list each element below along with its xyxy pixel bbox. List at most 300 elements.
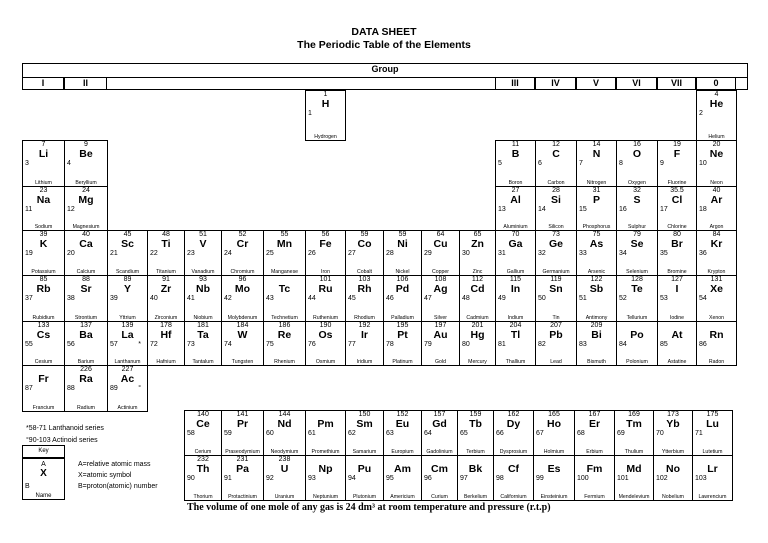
element-symbol: Pb xyxy=(549,329,563,341)
actinoid-legend: °90-103 Actinoid series xyxy=(26,437,98,444)
atomic-mass: 122 xyxy=(590,276,603,283)
element-palladium xyxy=(383,275,422,322)
atomic-mass: 19 xyxy=(673,141,681,148)
atomic-mass: 162 xyxy=(507,411,520,418)
element-name: Germanium xyxy=(542,269,570,275)
element-bismuth xyxy=(576,321,617,366)
group-header-0: 0 xyxy=(713,78,719,88)
atomic-number: 59 xyxy=(224,430,232,437)
element-name: Promethium xyxy=(311,449,340,455)
element-symbol: Sn xyxy=(549,283,563,295)
group-separator xyxy=(735,77,736,90)
element-symbol: Bk xyxy=(468,463,483,475)
group-header-label: Group xyxy=(371,64,399,74)
atomic-mass: 27 xyxy=(511,187,520,194)
element-name: Niobium xyxy=(193,315,213,321)
atomic-number: 42 xyxy=(224,295,232,302)
element-name: Tantalum xyxy=(192,359,214,365)
atomic-number: 4 xyxy=(67,160,71,167)
table-right-border xyxy=(747,63,748,90)
element-beryllium xyxy=(64,140,108,187)
element-curium xyxy=(421,455,458,501)
atomic-mass: 55 xyxy=(280,231,289,238)
element-name: Samarium xyxy=(352,449,377,455)
element-symbol: Ho xyxy=(547,418,561,430)
atomic-mass: 157 xyxy=(433,411,446,418)
atomic-mass: 70 xyxy=(511,231,520,238)
atomic-mass: 209 xyxy=(590,322,603,329)
element-symbol: H xyxy=(321,98,330,110)
element-symbol: B xyxy=(511,148,520,160)
key-x: X xyxy=(40,468,47,479)
element-symbol: P xyxy=(592,194,600,206)
atomic-number: 102 xyxy=(656,475,668,482)
element-name: Lithium xyxy=(35,180,52,186)
element-name: Plutonium xyxy=(352,494,377,500)
key-def-b: B=proton(atomic) number xyxy=(78,483,158,490)
element-name: Osmium xyxy=(315,359,336,365)
element-symbol: At xyxy=(671,329,683,341)
atomic-number: 61 xyxy=(308,430,316,437)
element-symbol: Mo xyxy=(234,283,251,295)
element-symbol: Yb xyxy=(666,418,680,430)
element-vanadium xyxy=(184,230,222,276)
element-symbol: Tm xyxy=(626,418,642,430)
atomic-mass: 165 xyxy=(548,411,560,418)
element-name: Chlorine xyxy=(667,224,687,230)
element-symbol: Np xyxy=(318,463,333,475)
element-symbol: Sb xyxy=(589,283,604,295)
group-header-v: V xyxy=(592,78,599,88)
element-name: Thorium xyxy=(193,494,213,500)
atomic-number: 44 xyxy=(308,295,316,302)
atomic-mass: 175 xyxy=(706,411,719,418)
element-thulium xyxy=(614,410,654,456)
element-tin xyxy=(535,275,577,322)
element-symbol: Tb xyxy=(469,418,482,430)
atomic-number: 36 xyxy=(699,250,707,257)
element-symbol: In xyxy=(510,283,521,295)
element-name: Argon xyxy=(709,224,724,230)
atomic-number: 52 xyxy=(619,295,627,302)
element-cesium xyxy=(22,321,65,366)
atomic-number: 94 xyxy=(348,475,356,482)
atomic-number: 35 xyxy=(660,250,668,257)
element-symbol: C xyxy=(552,148,560,160)
atomic-number: 80 xyxy=(462,341,470,348)
atomic-number: 66 xyxy=(496,430,504,437)
element-symbol: Cr xyxy=(236,238,249,250)
atomic-number: 81 xyxy=(498,341,506,348)
element-ruthenium xyxy=(305,275,346,322)
atomic-number: 24 xyxy=(224,250,232,257)
element-symbol: Zn xyxy=(471,238,484,250)
element-name: Lanthanum xyxy=(114,359,141,365)
element-symbol: Eu xyxy=(395,418,410,430)
atomic-number: 21 xyxy=(110,250,118,257)
atomic-mass: 9 xyxy=(84,141,88,148)
element-symbol: Es xyxy=(547,463,561,475)
element-rhodium xyxy=(345,275,384,322)
element-symbol: Ne xyxy=(709,148,724,160)
element-symbol: He xyxy=(709,98,724,110)
atomic-number: 76 xyxy=(308,341,316,348)
atomic-mass: 40 xyxy=(712,187,721,194)
element-radium xyxy=(64,365,108,412)
atomic-number: 38 xyxy=(67,295,75,302)
atomic-mass: 152 xyxy=(396,411,409,418)
element-selenium xyxy=(616,230,658,276)
element-calcium xyxy=(64,230,108,276)
atomic-mass: 141 xyxy=(236,411,249,418)
atomic-mass: 139 xyxy=(121,322,134,329)
atomic-mass: 64 xyxy=(436,231,445,238)
atomic-mass: 1 xyxy=(323,91,328,98)
element-name: Technetium xyxy=(271,315,298,321)
element-name: Mendelevium xyxy=(618,494,650,500)
atomic-number: 16 xyxy=(619,206,627,213)
element-ytterbium xyxy=(653,410,693,456)
key-def-a: A=relative atomic mass xyxy=(78,461,151,468)
element-symbol: Ni xyxy=(397,238,408,250)
element-name: Thallium xyxy=(505,359,526,365)
element-symbol: Si xyxy=(551,194,561,206)
atomic-mass: 85 xyxy=(39,276,48,283)
element-thorium xyxy=(184,455,222,501)
atomic-number: 27 xyxy=(348,250,356,257)
element-promethium xyxy=(305,410,346,456)
element-symbol: Po xyxy=(630,329,644,341)
element-cobalt xyxy=(345,230,384,276)
element-name: Californium xyxy=(500,494,527,500)
element-symbol: Cd xyxy=(470,283,485,295)
element-name: Hafnium xyxy=(156,359,176,365)
element-helium xyxy=(696,90,737,141)
atomic-number: 30 xyxy=(462,250,470,257)
group-header-vii: VII xyxy=(670,78,682,88)
element-name: Nobelium xyxy=(662,494,684,500)
atomic-mass: 96 xyxy=(238,276,247,283)
element-molybdenum xyxy=(221,275,264,322)
atomic-number: 87 xyxy=(25,385,33,392)
atomic-number: 68 xyxy=(577,430,585,437)
atomic-number: 2 xyxy=(699,110,703,117)
element-symbol: Os xyxy=(318,329,333,341)
element-argon xyxy=(696,186,737,231)
element-name: Iridium xyxy=(356,359,373,365)
key-cell xyxy=(22,445,65,458)
element-name: Rhenium xyxy=(274,359,295,365)
element-polonium xyxy=(616,321,658,366)
element-lithium xyxy=(22,140,65,187)
element-aluminium xyxy=(495,186,536,231)
atomic-mass: 31 xyxy=(592,187,601,194)
element-name: Silver xyxy=(434,315,447,321)
element-symbol: As xyxy=(589,238,604,250)
atomic-mass: 133 xyxy=(37,322,50,329)
atomic-mass: 23 xyxy=(39,187,48,194)
element-osmium xyxy=(305,321,346,366)
element-symbol: Nb xyxy=(196,283,210,295)
atomic-number: 79 xyxy=(424,341,432,348)
element-symbol: Ca xyxy=(79,238,93,250)
atomic-number: 33 xyxy=(579,250,587,257)
element-nickel xyxy=(383,230,422,276)
element-strontium xyxy=(64,275,108,322)
atomic-number: 56 xyxy=(67,341,75,348)
atomic-number: 37 xyxy=(25,295,33,302)
element-phosphorus xyxy=(576,186,617,231)
group-header-ii: II xyxy=(82,78,88,88)
atomic-mass: 184 xyxy=(236,322,249,329)
element-symbol: Pa xyxy=(236,463,249,475)
element-sulphur xyxy=(616,186,658,231)
element-name: Arsenic xyxy=(587,269,606,275)
atomic-number: 78 xyxy=(386,341,394,348)
element-symbol: U xyxy=(280,463,289,475)
atomic-mass: 59 xyxy=(360,231,369,238)
atomic-mass: 119 xyxy=(550,276,562,283)
element-symbol: Tc xyxy=(278,283,291,295)
element-name: Gold xyxy=(435,359,446,365)
atomic-mass: 167 xyxy=(588,411,601,418)
atomic-number: 64 xyxy=(424,430,432,437)
atomic-number: 40 xyxy=(150,295,158,302)
element-name: Zirconium xyxy=(154,315,178,321)
element-mercury xyxy=(459,321,496,366)
element-symbol: Ge xyxy=(548,238,563,250)
element-hafnium xyxy=(147,321,185,366)
element-barium xyxy=(64,321,108,366)
element-symbol: Ti xyxy=(161,238,171,250)
element-hydrogen xyxy=(305,90,346,141)
atomic-mass: 88 xyxy=(82,276,90,283)
element-name: Zinc xyxy=(472,269,483,275)
atomic-number: 75 xyxy=(266,341,274,348)
element-name: Uranium xyxy=(274,494,295,500)
element-tantalum xyxy=(184,321,222,366)
atomic-mass: 48 xyxy=(162,231,170,238)
atomic-mass: 103 xyxy=(358,276,371,283)
element-astatine xyxy=(657,321,697,366)
atomic-number: 51 xyxy=(579,295,587,302)
element-symbol: Be xyxy=(79,148,93,160)
element-name: Copper xyxy=(431,269,449,275)
element-symbol: I xyxy=(675,283,679,295)
element-symbol: Li xyxy=(38,148,49,160)
element-name: Chromium xyxy=(230,269,255,275)
element-symbol: Cm xyxy=(431,463,448,475)
atomic-mass: 127 xyxy=(671,276,683,283)
element-gallium xyxy=(495,230,536,276)
atomic-mass: 16 xyxy=(633,141,641,148)
element-symbol: Ce xyxy=(196,418,210,430)
element-symbol: S xyxy=(633,194,641,206)
element-name: Gallium xyxy=(506,269,525,275)
atomic-number: 15 xyxy=(579,206,587,213)
atomic-number: 50 xyxy=(538,295,546,302)
element-cadmium xyxy=(459,275,496,322)
element-gold xyxy=(421,321,460,366)
element-technetium xyxy=(263,275,306,322)
group-header-iv: IV xyxy=(551,78,560,88)
atomic-number: 77 xyxy=(348,341,356,348)
atomic-mass: 238 xyxy=(278,456,291,463)
element-name: Barium xyxy=(77,359,95,365)
element-rubidium xyxy=(22,275,65,322)
element-symbol: Er xyxy=(588,418,601,430)
atomic-mass: 204 xyxy=(509,322,522,329)
element-gadolinium xyxy=(421,410,458,456)
element-symbol: Dy xyxy=(506,418,521,430)
element-radon xyxy=(696,321,737,366)
atomic-mass: 52 xyxy=(238,231,247,238)
group-header-i: I xyxy=(41,78,45,88)
element-symbol: Hg xyxy=(470,329,485,341)
element-symbol: Pr xyxy=(236,418,249,430)
element-name: Antimony xyxy=(585,315,608,321)
element-name: Rubidium xyxy=(32,315,55,321)
element-silver xyxy=(421,275,460,322)
atomic-mass: 106 xyxy=(396,276,409,283)
atomic-number: 9 xyxy=(660,160,664,167)
element-protactinium xyxy=(221,455,264,501)
element-symbol: Sm xyxy=(356,418,373,430)
element-symbol: Cu xyxy=(433,238,448,250)
atomic-number: 71 xyxy=(695,430,703,437)
element-dysprosium xyxy=(493,410,534,456)
element-name: Calcium xyxy=(76,269,96,275)
element-symbol: Ag xyxy=(433,283,448,295)
element-name: Rhodium xyxy=(354,315,375,321)
element-symbol: Al xyxy=(510,194,521,206)
element-manganese xyxy=(263,230,306,276)
element-name: Iodine xyxy=(669,315,685,321)
element-europium xyxy=(383,410,422,456)
element-symbol: Mg xyxy=(78,194,94,206)
element-neodymium xyxy=(263,410,306,456)
atomic-mass: 186 xyxy=(278,322,291,329)
element-antimony xyxy=(576,275,617,322)
atomic-number: 32 xyxy=(538,250,546,257)
key-label: Key xyxy=(38,448,49,454)
element-iodine xyxy=(657,275,697,322)
element-symbol: Ar xyxy=(710,194,723,206)
element-silicon xyxy=(535,186,577,231)
element-boron xyxy=(495,140,536,187)
atomic-mass: 108 xyxy=(434,276,447,283)
atomic-number: 49 xyxy=(498,295,506,302)
atomic-number: 96 xyxy=(424,475,432,482)
element-mendelevium xyxy=(614,455,654,501)
element-xenon xyxy=(696,275,737,322)
element-name: Curium xyxy=(431,494,448,500)
element-symbol: Am xyxy=(394,463,411,475)
element-fluorine xyxy=(657,140,697,187)
key-example-cell xyxy=(22,458,65,500)
element-symbol: Ir xyxy=(360,329,368,341)
element-name: Fermium xyxy=(584,494,605,500)
atomic-number: 8 xyxy=(619,160,623,167)
atomic-number: 47 xyxy=(424,295,432,302)
atomic-number: 95 xyxy=(386,475,394,482)
element-name: Phosphorus xyxy=(582,224,611,230)
element-name: Dysprosium xyxy=(499,449,528,455)
element-platinum xyxy=(383,321,422,366)
element-symbol: La xyxy=(121,329,134,341)
element-nobelium xyxy=(653,455,693,501)
element-symbol: Th xyxy=(196,463,210,475)
element-symbol: Fm xyxy=(586,463,603,475)
atomic-mass: 207 xyxy=(550,322,562,329)
atomic-number: 13 xyxy=(498,206,506,213)
atomic-mass: 131 xyxy=(710,276,723,283)
atomic-number: 39 xyxy=(110,295,118,302)
atomic-number: 91 xyxy=(224,475,232,482)
element-symbol: Hf xyxy=(160,329,172,341)
element-name: Potassium xyxy=(31,269,56,275)
element-name: Platinum xyxy=(392,359,413,365)
element-actinium xyxy=(107,365,148,412)
element-rhenium xyxy=(263,321,306,366)
element-praseodymium xyxy=(221,410,264,456)
element-symbol: Y xyxy=(123,283,131,295)
element-symbol: Co xyxy=(357,238,372,250)
atomic-number: 3 xyxy=(25,160,29,167)
atomic-number: 11 xyxy=(25,206,33,213)
atomic-number: 70 xyxy=(656,430,664,437)
atomic-mass: 73 xyxy=(552,231,560,238)
atomic-mass: 173 xyxy=(667,411,679,418)
element-name: Americium xyxy=(390,494,415,500)
atomic-mass: 178 xyxy=(160,322,172,329)
element-holmium xyxy=(533,410,575,456)
element-titanium xyxy=(147,230,185,276)
element-zirconium xyxy=(147,275,185,322)
element-symbol: Ac xyxy=(120,373,135,385)
element-name: Cadmium xyxy=(466,315,489,321)
element-name: Berkelium xyxy=(463,494,488,500)
atomic-mass: 128 xyxy=(631,276,643,283)
atomic-mass: 115 xyxy=(509,276,522,283)
atomic-number: 25 xyxy=(266,250,274,257)
element-name: Erbium xyxy=(586,449,603,455)
element-name: Helium xyxy=(708,134,725,140)
element-americium xyxy=(383,455,422,501)
element-name: Bromine xyxy=(667,269,687,275)
element-symbol: Ra xyxy=(79,373,93,385)
atomic-number: 23 xyxy=(187,250,195,257)
element-symbol: F xyxy=(673,148,681,160)
element-name: Neptunium xyxy=(312,494,339,500)
atomic-number: 74 xyxy=(224,341,232,348)
element-scandium xyxy=(107,230,148,276)
element-name: Fluorine xyxy=(667,180,687,186)
element-tungsten xyxy=(221,321,264,366)
element-tellurium xyxy=(616,275,658,322)
element-plutonium xyxy=(345,455,384,501)
element-symbol: Zr xyxy=(160,283,172,295)
element-nitrogen xyxy=(576,140,617,187)
atomic-mass: 84 xyxy=(712,231,721,238)
element-name: Astatine xyxy=(667,359,687,365)
atomic-number: 57 xyxy=(110,341,118,348)
atomic-number: 98 xyxy=(496,475,504,482)
atomic-mass: 35.5 xyxy=(670,187,684,194)
key-def-x: X=atomic symbol xyxy=(78,472,132,479)
element-name: Holmium xyxy=(543,449,565,455)
atomic-mass: 51 xyxy=(199,231,207,238)
